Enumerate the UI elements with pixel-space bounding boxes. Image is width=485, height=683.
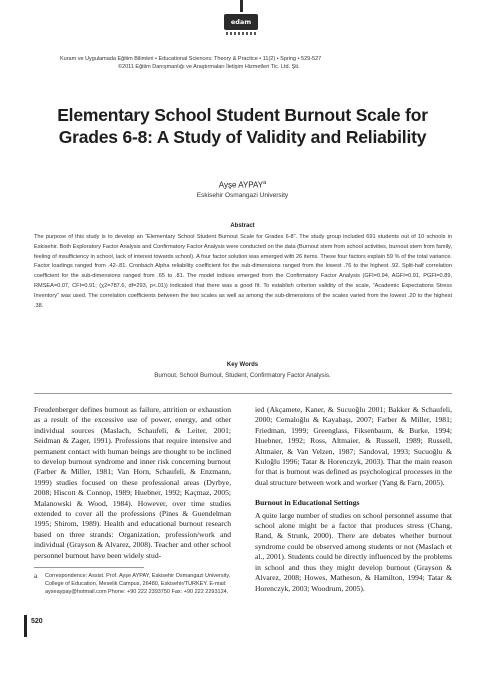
section-divider <box>34 393 452 394</box>
journal-line-2: ©2011 Eğitim Danışmanlığı ve Araştırmaları İletişim Hizmetleri Tic. Ltd. Şti. <box>118 63 300 70</box>
author-name: Ayşe AYPAY <box>218 180 264 190</box>
logo-bar <box>240 0 243 12</box>
journal-line-1: Kuram ve Uygulamada Eğitim Bilimleri • Educational Sciences: Theory & Practice • 11(2) • Spring • 529-527 <box>60 56 322 62</box>
body-paragraph: A quite large number of studies on school personnel assume that school alone might be a factor that produces stress (Chang, Rand, & Strunk, 2000). There are debates whether burnout syndrome could be observed among students or not (Maslach et al., 2001). Students could be directly influenced by the problems in school and thus they might develop burnout (Grayson & Alvarez, 2008; Howes, Matheson, & Hamilton, 1994; Tatar & Horenczyk, 2003; Woodrum, 2005). <box>255 510 452 593</box>
footnote <box>34 572 231 596</box>
page-number: 520 <box>31 618 43 625</box>
body-paragraph: ied (Akçamete, Kaner, & Sucuoğlu 2001; Bakker & Schaufeli, 2000; Cemaloğlu & Kayabaşı, 2007; Farber & Miller, 1981; Friedman, 1999; Greenglass, Fiksenbaum, & Burke, 1994; Huebner, 1992; Ross, Altmaier, & Russell, 1989; Russell, Altmaier, & Van Velzen, 1987; Sandoval, 1993; Sucuoğlu & Kuloğlu 1996; Tatar & Horenczyk, 2003). That the main reason for that is burnout was defined as psychological processes in the dual structure between work and worker (Yang & Farn, 2005). <box>255 405 452 487</box>
abstract-text: The purpose of this study is to develop an “Elementary School Student Burnout Scale for Grades 6-8”. The study group included 691 students out of 10 schools in Eskisehir. Both Exploratory Factor Analysis and Confirmatory Factor Analysis were conducted on the data (Burnout stem from school activities, burnout stem from family, feeling of insufficiency in school, lack of interest towards school). A four factor solution was emerged with 26 items. These four factors explain 59 % of the total variance. Factor loadings ranged from .42-.81. Cronbach Alpha reliability coefficient for the sub-dimensions ranged from the lowest .76 to the highest .92. Split-half correlation coefficient for the sub-dimensions ranged from .65 to .81. The model indices emerged from the Confirmatory Factor Analysis (GFI=0.94, AGFI=0.91, PGFI=0.89, RMSEA=0.07, CFI=0.91; (χ2=787.6, df=293, p<.01)) indicated that there was a good fit. To establish criterion validity of the scale, “Academic Expectations Stress Inventory” was used. The correlation coefficients between the two scales as well as among the sub-dimensions of the scales varied from the lowest .20 to the highest .38. <box>34 234 452 309</box>
author-footnote-mark: a <box>263 180 267 186</box>
author-line <box>40 180 445 190</box>
body-paragraph: Freudenberger defines burnout as failure, attrition or exhaustion as a result of the excessive use of power, energy, and other individual sources (Maslach, Schaufeli, & Leiter, 2001; Seidman & Zager, 1991). Professions that require intensive and permanent contact with human beings are thought to be inclined to develop burnout syndrome and inner risk concerning burnout (Farber & Miller, 1981; Van Horn, Schaufeli, & Enzmann, 1999) studies focused on these professional areas (Dyrbye, 2008; Hiscott & Connop, 1989; Huebner, 1992; Kaçmaz, 2005; Malanowski & Wood, 1984). However, over time studies extended to cover all the professions (Pines & Guendelman 1995; Shirom, 1989). Health and educational burnout research based on three strands: Organization, profession/work and individual (Grayson & Alvarez, 2008). Teacher and other school personnel burnout have been widely stud- <box>34 405 231 560</box>
keywords-heading: Key Words <box>226 362 259 368</box>
body-column-left <box>34 405 231 561</box>
article-title: Elementary School Student Burnout Scale for Grades 6-8: A Study of Validity and Reliability <box>57 105 428 147</box>
keywords-text: Burnout, School Burnout, Student, Confirmatory Factor Analysis. <box>154 372 331 379</box>
footnote-mark: a <box>34 572 38 580</box>
abstract-heading: Abstract <box>230 223 255 229</box>
publisher-logo: edam <box>224 14 258 30</box>
footnote-text: Correspondence: Assist. Prof. Ayşe AYPAY, Eskisehir Osmangazi University, College of Education, Meselik Campus, 26480, Eskisehir/TURKEY. E-mail: ayseaypay@hotmail.com Phone: +90 222 2393750 Fax: +90 222 2293124. <box>45 573 231 595</box>
page-number-bar <box>24 615 27 637</box>
affiliation: Eskisehir Osmangazi University <box>196 192 289 199</box>
logo-dots <box>226 32 256 35</box>
body-column-right <box>255 405 452 594</box>
journal-header <box>60 56 485 71</box>
section-heading: Burnout in Educational Settings <box>255 498 360 508</box>
footnote-divider <box>34 567 144 568</box>
